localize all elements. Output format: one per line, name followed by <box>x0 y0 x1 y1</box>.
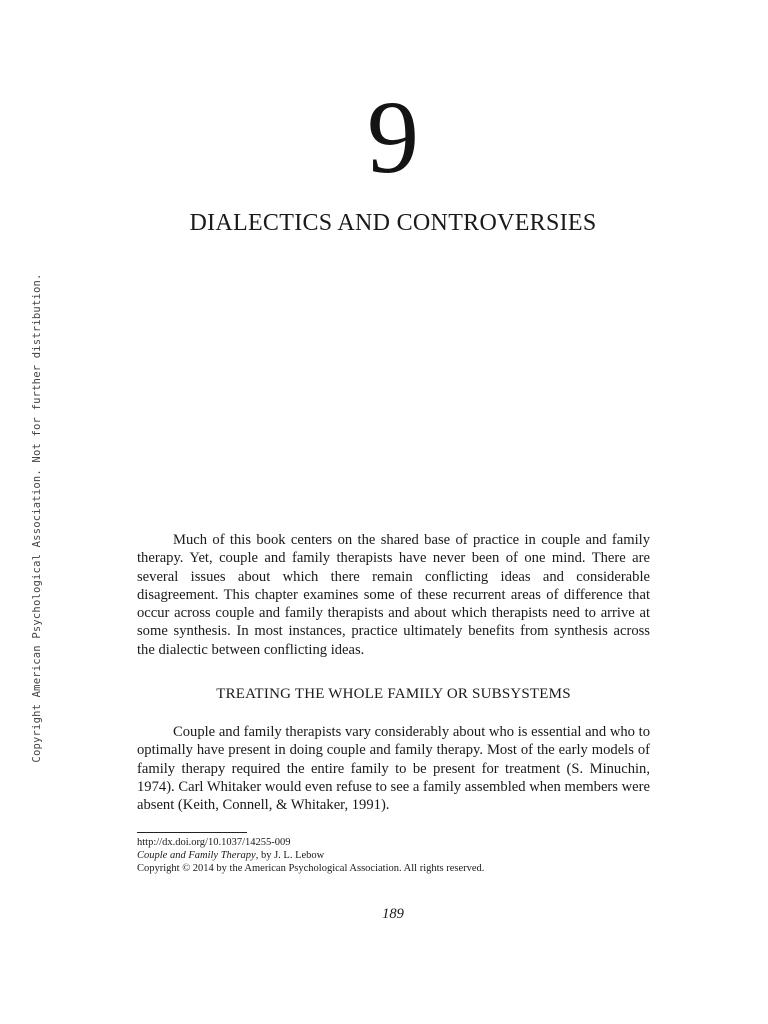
book-title: Couple and Family Therapy <box>137 850 256 861</box>
chapter-title: DIALECTICS AND CONTROVERSIES <box>189 210 597 236</box>
book-author: , by J. L. Lebow <box>255 850 325 861</box>
citation-line <box>137 849 650 862</box>
intro-paragraph: Much of this book centers on the shared base of practice in couple and family therapy. Yet, couple and family therapists have never been of one mind. There are several issues about which there remain conflicting ideas and considerable disagreement. This chapter examines some of these recurrent areas of difference that occur across couple and family therapists and about which therapists need to arrive at some synthesis. In most instances, practice ultimately benefits from synthesis across the dialectic between conflicting ideas. <box>137 532 650 658</box>
footnote-divider <box>137 832 247 833</box>
section-paragraph: Couple and family therapists vary considerably about who is essential and who to optimally have present in doing couple and family therapy. Most of the early models of family therapy required the entire family to be present for treatment (S. Minuchin, 1974). Carl Whitaker would even refuse to see a family assembled when members were absent (Keith, Connell, & Whitaker, 1991). <box>137 724 650 814</box>
doi-link[interactable]: http://dx.doi.org/10.1037/14255-009 <box>137 837 291 848</box>
chapter-number: 9 <box>367 80 419 195</box>
intro-paragraph-block <box>137 531 650 659</box>
section-paragraph-block <box>137 723 650 814</box>
page-number: 189 <box>382 906 404 922</box>
footnote <box>137 836 650 875</box>
side-copyright-notice: Copyright American Psychological Association. Not for further distribution. <box>31 273 43 763</box>
copyright-line: Copyright © 2014 by the American Psychological Association. All rights reserved. <box>137 863 485 874</box>
section-heading: TREATING THE WHOLE FAMILY OR SUBSYSTEMS <box>216 686 571 702</box>
